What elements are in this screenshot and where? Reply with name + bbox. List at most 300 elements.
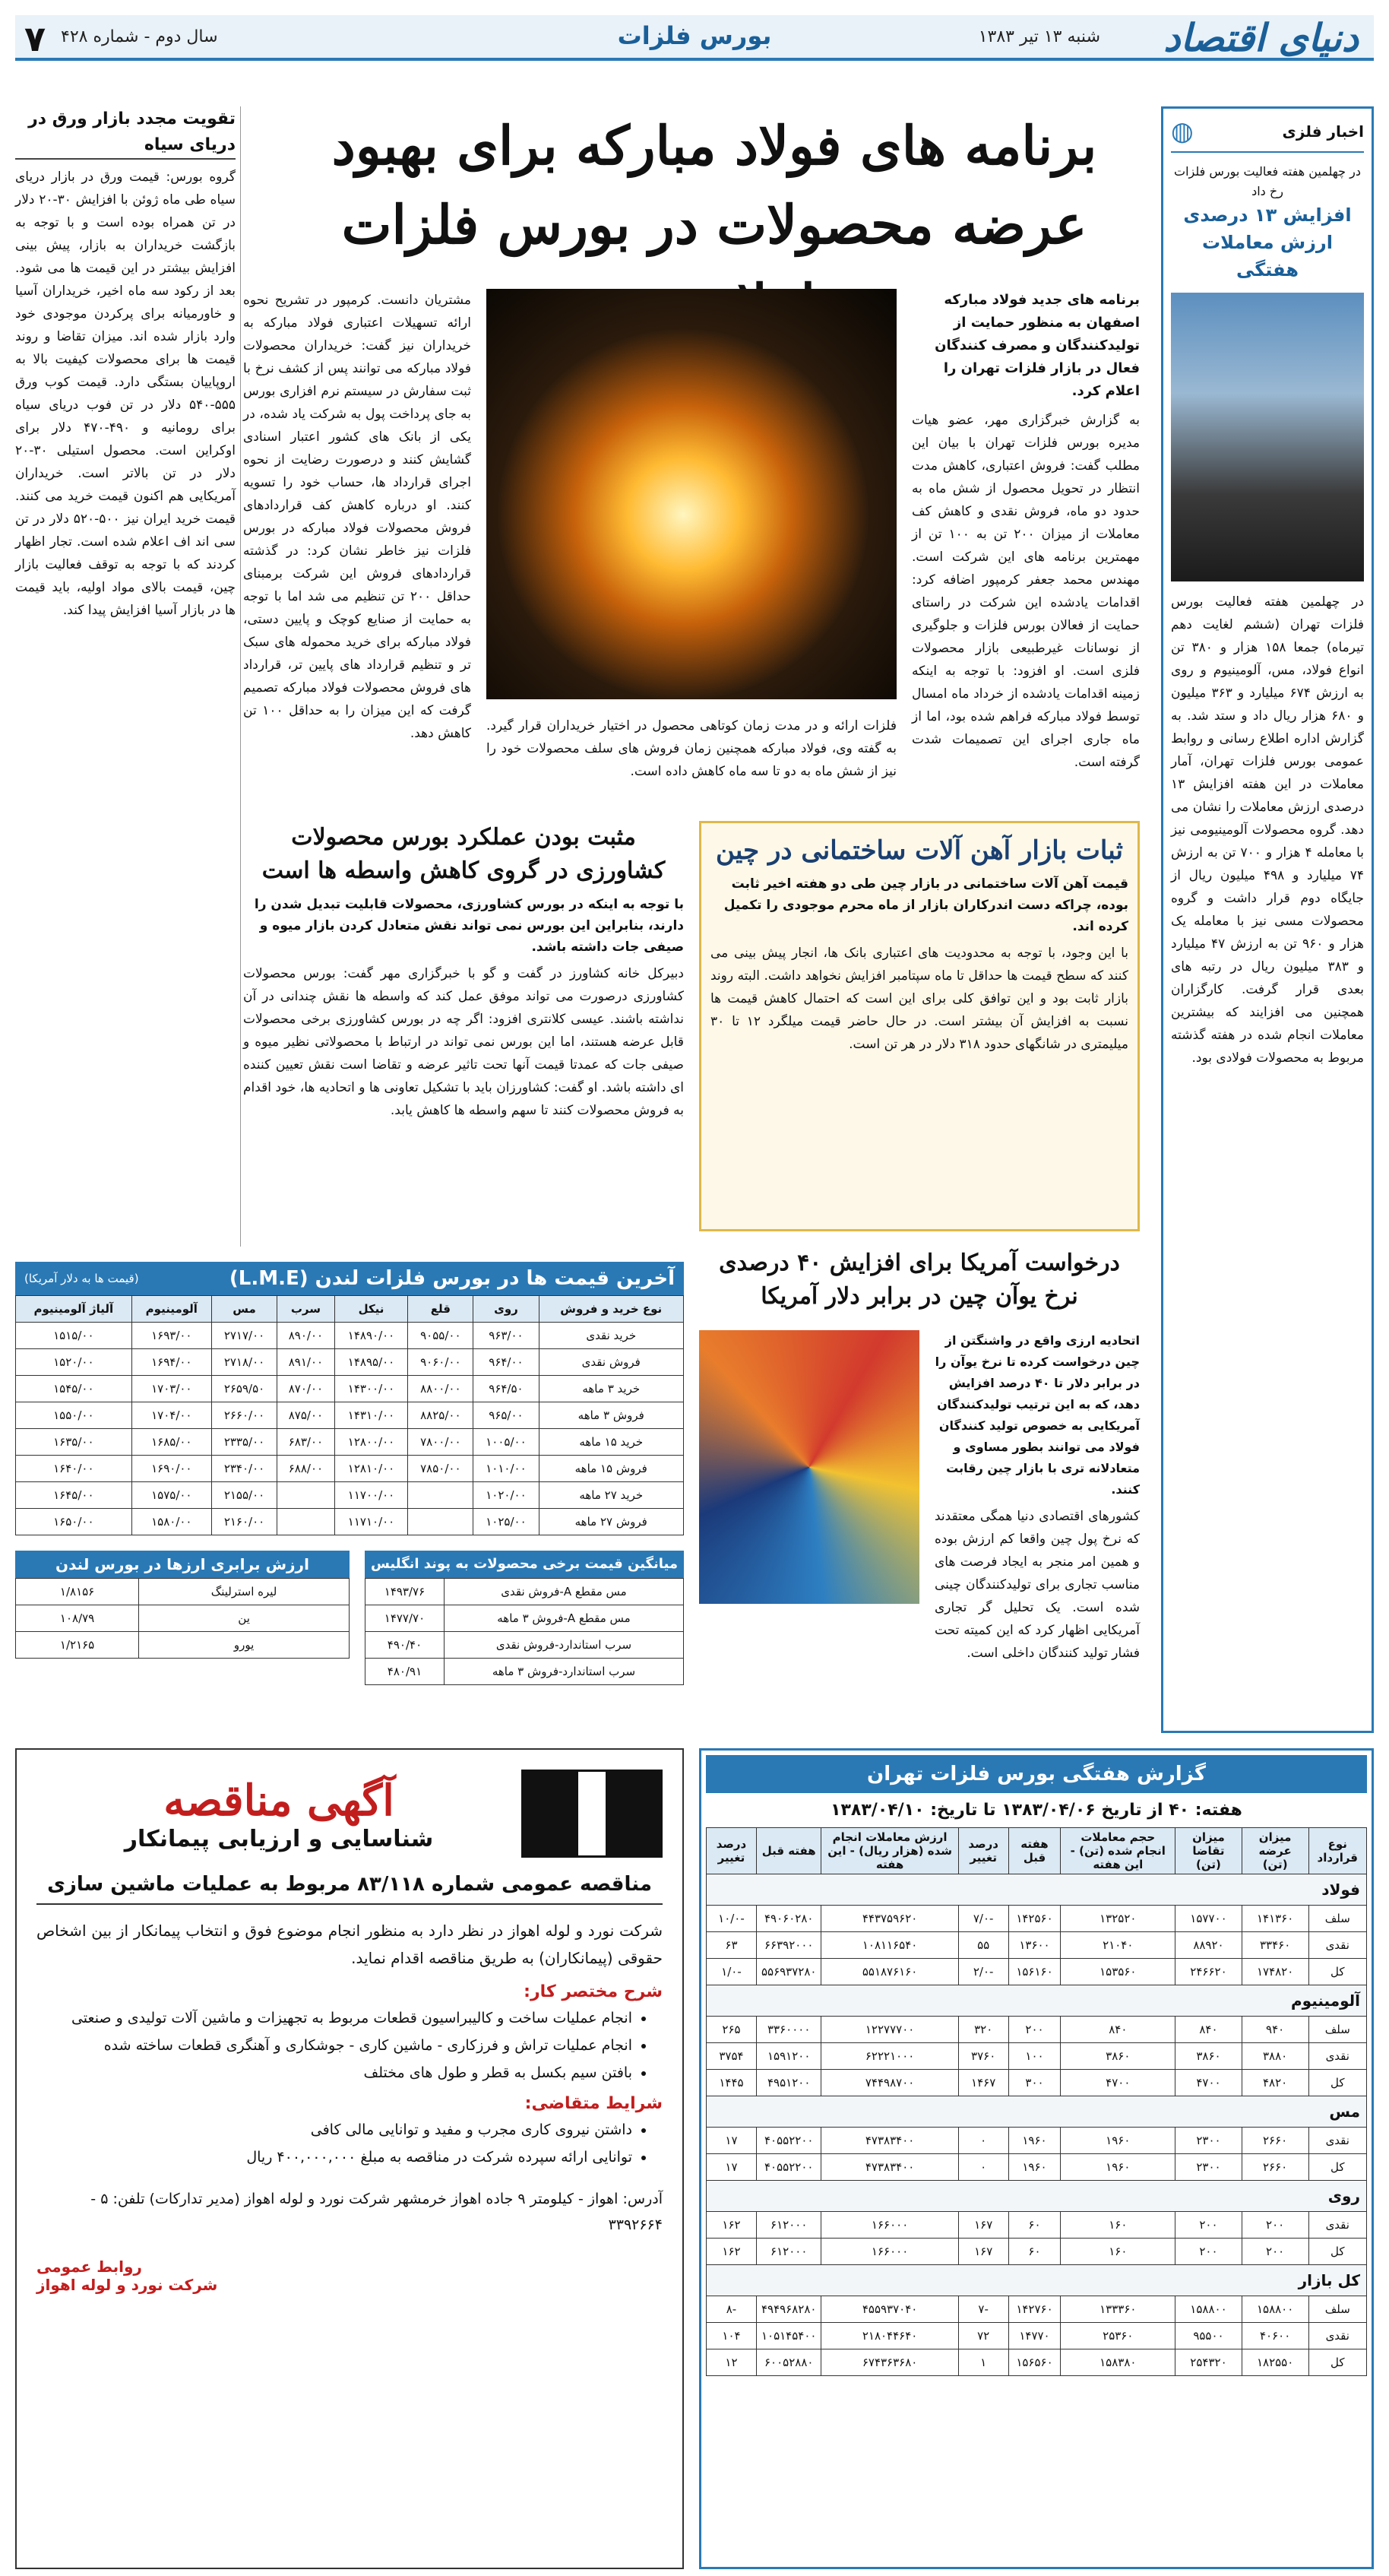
agri-title: مثبت بودن عملکرد بورس محصولات کشاورزی در گروی کاهش واسطه ها است xyxy=(261,824,666,884)
weekly-cell: ۱۰۴ xyxy=(707,2323,757,2349)
weekly-cell: ۶۷۴۳۶۳۶۸۰ xyxy=(821,2349,958,2376)
main-lead: برنامه های جدید فولاد مبارکه اصفهان به منظور حمایت از تولیدکنندگان و مصرف کنندگان فعال در بازار فلزات تهران را اعلام کرد. xyxy=(935,292,1140,399)
weekly-row xyxy=(707,2349,1367,2376)
lme-header-cell: روی xyxy=(473,1296,539,1323)
agri-article xyxy=(243,821,684,1247)
lme-header-cell: نوع خرید و فروش xyxy=(539,1296,684,1323)
lme-cell: ۱۵۵۰/۰۰ xyxy=(16,1402,132,1429)
weekly-row xyxy=(707,2043,1367,2070)
weekly-cell: ۱۵۹۱۲۰۰ xyxy=(756,2043,821,2070)
lme-cell: ۱۶۴۵/۰۰ xyxy=(16,1482,132,1509)
lme-header-cell: آلیاژ آلومینیوم xyxy=(16,1296,132,1323)
lme-cell: ۹۰۶۰/۰۰ xyxy=(408,1349,473,1376)
lme-cell: ۶۸۸/۰۰ xyxy=(277,1456,335,1482)
weekly-header-cell: درصد تغییر xyxy=(958,1828,1008,1874)
weekly-cell: ۴۹۰۶۰۲۸۰ xyxy=(756,1906,821,1932)
column-divider xyxy=(240,106,241,1247)
yuan-article xyxy=(699,1247,1140,1733)
weekly-cell: ۴۹۵۱۲۰۰ xyxy=(756,2070,821,2096)
weekly-cell: ۱۲ xyxy=(707,2349,757,2376)
weekly-cell: ۲۵۳۶۰ xyxy=(1061,2323,1175,2349)
weekly-cell: ۱۵۸۳۸۰ xyxy=(1061,2349,1175,2376)
lme-cell: ۹۶۴/۵۰ xyxy=(473,1376,539,1402)
sidebar-body: در چهلمین هفته فعالیت بورس فلزات تهران (ششم لغایت دهم تیرماه) جمعا ۱۵۸ هزار و ۳۸۰ تن انواع فولاد، مس، آلومینیوم و روی به ارزش ۶۷۴ میلیارد و ۳۶۳ میلیون و ۶۸۰ هزار ریال داد و ستد شد. به گزارش اداره اطلاع رسانی و روابط عمومی بورس فلزات تهران، آمار معاملات در این هفته افزایش ۱۳ درصدی ارزش معاملات را نشان می دهد. گروه محصولات آلومینیومی نیز با معامله ۴ هزار و ۷۰۰ تن به ارزش ۷۴ میلیارد و ۴۹۸ میلیون ریال از جایگاه دوم قرار داشت و گروه محصولات مسی نیز با معامله یک هزار و ۹۶۰ تن به ارزش ۴۷ میلیارد و ۳۸۳ میلیون ریال در رتبه های بعدی قرار گرفت. کارگزاران همچنین می افزایند که بیشترین معاملات انجام شده در هفته گذشته مربوط به محصولات فولادی بود. xyxy=(1171,594,1365,1066)
weekly-cell: ۷۴۴۹۸۷۰۰ xyxy=(821,2070,958,2096)
lme-cell: ۱۲۸۰۰/۰۰ xyxy=(334,1429,408,1456)
weekly-cell: ۰ xyxy=(958,2128,1008,2154)
avg-cell: ۴۸۰/۹۱ xyxy=(365,1659,445,1685)
lme-cell: ۱۲۸۱۰/۰۰ xyxy=(334,1456,408,1482)
weekly-cell: ۲۰۰ xyxy=(1008,2017,1061,2043)
weekly-cell: ۳۷۶۰ xyxy=(958,2043,1008,2070)
lme-cell: ۸۸۲۵/۰۰ xyxy=(408,1402,473,1429)
lme-cell: ۱۶۸۵/۰۰ xyxy=(131,1429,211,1456)
weekly-cell: ۴۴۳۷۵۹۶۲۰ xyxy=(821,1906,958,1932)
lme-cell: ۱۷۰۳/۰۰ xyxy=(131,1376,211,1402)
lme-cell: ۹۶۳/۰۰ xyxy=(473,1323,539,1349)
ad-body: شرکت نورد و لوله اهواز در نظر دارد به منظور انجام موضوع فوق و انتخاب پیمانکار از بین اشخاص حقوقی (پیمانکاران) به طریق مناقصه اقدام نماید. xyxy=(36,1922,663,1967)
ad-section-1: شرح مختصر کار: xyxy=(524,1982,663,2001)
ad-list-item: • انجام عملیات ساخت و کالیبراسیون قطعات مربوط به تجهیزات و ماشین آلات تولیدی و صنعتی xyxy=(36,2004,632,2032)
fx-cell: یورو xyxy=(139,1632,350,1659)
lme-cell: خرید نقدی xyxy=(539,1323,684,1349)
weekly-cell: ۹۴۰ xyxy=(1242,2017,1308,2043)
sidebar-kicker: در چهلمین هفته فعالیت بورس فلزات رخ داد xyxy=(1174,164,1361,198)
weekly-cell: ۶۰۰۵۲۸۸۰ xyxy=(756,2349,821,2376)
lme-cell: فروش ۱۵ ماهه xyxy=(539,1456,684,1482)
fx-row xyxy=(16,1579,350,1605)
weekly-title: گزارش هفتگی بورس فلزات تهران xyxy=(706,1755,1367,1793)
weekly-row xyxy=(707,2212,1367,2239)
weekly-cell: ۸۴۰ xyxy=(1175,2017,1242,2043)
weekly-cell: نقدی xyxy=(1308,1932,1366,1959)
lme-cell: ۱۰۲۵/۰۰ xyxy=(473,1509,539,1535)
fx-table xyxy=(15,1578,350,1659)
weekly-group-row xyxy=(707,2265,1367,2296)
lme-cell: ۹۶۵/۰۰ xyxy=(473,1402,539,1429)
sidebar-title: افزایش ۱۳ درصدی ارزش معاملات هفتگی xyxy=(1183,204,1352,280)
lme-cell: ۸۷۰/۰۰ xyxy=(277,1376,335,1402)
weekly-cell: ۵۵۶۹۳۷۲۸۰ xyxy=(756,1959,821,1985)
lme-cell: ۱۴۳۱۰/۰۰ xyxy=(334,1402,408,1429)
weekly-cell: ۱۶۰ xyxy=(1061,2212,1175,2239)
lme-cell: ۲۷۱۸/۰۰ xyxy=(211,1349,277,1376)
sidebar-label: اخبار فلزی xyxy=(1282,122,1364,141)
weekly-cell: ۱۵۶۱۶۰ xyxy=(1008,1959,1061,1985)
weekly-cell: ۶۱۲۰۰۰ xyxy=(756,2239,821,2265)
weekly-cell: ۱۹۶۰ xyxy=(1008,2154,1061,2181)
weekly-group-label: مس xyxy=(707,2096,1367,2128)
fx-table-block xyxy=(15,1551,350,1659)
ad-footer: آدرس: اهواز - کیلومتر ۹ جاده اهواز خرمشهر شرکت نورد و لوله اهواز (مدیر تدارکات) تلفن: ۵ - ۳۳۹۲۶۶۴ xyxy=(90,2191,663,2233)
weekly-cell: ۱۰۵۱۴۵۴۰۰ xyxy=(756,2323,821,2349)
lme-header-cell: قلع xyxy=(408,1296,473,1323)
ad-list-2 xyxy=(36,2116,663,2171)
left-column-body: گروه بورس: قیمت ورق در بازار دریای سیاه طی ماه ژوئن با افزایش ۳۰-۲۰ دلار در تن همراه بوده است و با توجه به بازگشت خریداران به بازار، پیش بینی افزایش بیشتر در این قیمت ها می شود. بعد از رکود سه ماه اخیر، خریداران آسیا و خاورمیانه برای پرکردن موجودی خود وارد بازار شده اند. میزان تقاضا و روند قیمت ها برای محصولات کیفیت بالا به اروپاییان بستگی دارد. قیمت کوب ورق ۵۵۵-۵۴۰ دلار در تن فوب دریای سیاه برای رومانیه و ۴۹۰-۴۷۰ دلار برای اوکراین است. محصول استیلی ۳۰-۲۰ دلار در تن بالاتر است. خریداران آمریکایی هم اکنون قیمت خرید می کنند. قیمت خرید ایران نیز ۵۰۰-۵۲۰ دلار در تن سی اند اف اعلام شده است. تجار اظهار کردند که با توجه به توقف فعالیت بازار چین، قیمت بالای مواد اولیه، باید قیمت ها در بازار آسیا افزایش پیدا کند. xyxy=(15,170,236,618)
left-column-article xyxy=(15,106,236,1247)
weekly-group-row xyxy=(707,1985,1367,2017)
weekly-cell: -۷ xyxy=(958,2296,1008,2323)
weekly-cell: ۸۴۰ xyxy=(1061,2017,1175,2043)
lme-cell: ۱۶۹۳/۰۰ xyxy=(131,1323,211,1349)
yuan-body: کشورهای اقتصادی دنیا همگی معتقدند که نرخ پول چین واقعا کم ارزش بوده و همین امر منجر به ایجاد فرصت های مناسب تجاری برای تولیدکنندگان چینی شده است. یک تحلیل گر تجاری آمریکایی اظهار کرد که این کمیته تحت فشار تولید کنندگان داخلی است. xyxy=(935,1509,1140,1661)
lme-cell: ۸۹۱/۰۰ xyxy=(277,1349,335,1376)
weekly-cell: ۶۶۳۹۲۰۰۰ xyxy=(756,1932,821,1959)
weekly-header-cell: هفته قبل xyxy=(1008,1828,1061,1874)
fx-cell: لیره استرلینگ xyxy=(139,1579,350,1605)
agri-lead: با توجه به اینکه در بورس کشاورزی، محصولات قابلیت تبدیل شدن را دارند، بنابراین این بورس نمی تواند نقش متعادل کردن بازار میوه و صیفی جات داشته باشد. xyxy=(254,897,684,955)
weekly-row xyxy=(707,2323,1367,2349)
yuan-illustration xyxy=(699,1330,919,1604)
lme-cell: ۱۰۲۰/۰۰ xyxy=(473,1482,539,1509)
yuan-title: درخواست آمریکا برای افزایش ۴۰ درصدی نرخ یوآن چین در برابر دلار آمریکا xyxy=(719,1250,1120,1310)
lme-cell xyxy=(277,1509,335,1535)
weekly-cell: ۸۸۹۲۰ xyxy=(1175,1932,1242,1959)
weekly-cell: ۲۳۰۰ xyxy=(1175,2128,1242,2154)
fx-cell: ۱/۸۱۵۶ xyxy=(16,1579,139,1605)
avg-cell: ۱۴۷۷/۷۰ xyxy=(365,1605,445,1632)
lme-header-cell: سرب xyxy=(277,1296,335,1323)
lme-cell: ۶۸۳/۰۰ xyxy=(277,1429,335,1456)
avg-cell: سرب استاندارد-فروش ۳ ماهه xyxy=(444,1659,683,1685)
lme-cell: فروش ۳ ماهه xyxy=(539,1402,684,1429)
weekly-cell: ۳۸۸۰ xyxy=(1242,2043,1308,2070)
ad-list-item: • توانایی ارائه سپرده شرکت در مناقصه به مبلغ ۴۰۰,۰۰۰,۰۰۰ ریال xyxy=(36,2143,632,2171)
weekly-cell: ۴۷۳۸۳۴۰۰ xyxy=(821,2154,958,2181)
weekly-cell: ۱۶۰ xyxy=(1061,2239,1175,2265)
lme-cell: ۱۱۷۰۰/۰۰ xyxy=(334,1482,408,1509)
weekly-cell: نقدی xyxy=(1308,2323,1366,2349)
lme-header-cell: مس xyxy=(211,1296,277,1323)
weekly-cell: ۴۵۵۹۳۷۰۴۰ xyxy=(821,2296,958,2323)
lme-cell: ۹۶۴/۰۰ xyxy=(473,1349,539,1376)
lme-table xyxy=(15,1295,684,1535)
weekly-cell: ۴۹۴۹۶۸۲۸۰ xyxy=(756,2296,821,2323)
weekly-cell: ۶۰ xyxy=(1008,2239,1061,2265)
weekly-cell: ۴۰۵۵۲۲۰۰ xyxy=(756,2128,821,2154)
lme-cell: ۱۶۳۵/۰۰ xyxy=(16,1429,132,1456)
lme-cell: ۱۶۹۰/۰۰ xyxy=(131,1456,211,1482)
lme-table-block xyxy=(15,1262,684,1543)
lme-row xyxy=(16,1482,684,1509)
metals-avg-block xyxy=(365,1551,684,1685)
lme-cell: ۱۰۰۵/۰۰ xyxy=(473,1429,539,1456)
weekly-group-label: روی xyxy=(707,2181,1367,2212)
lme-cell: خرید ۲۷ ماهه xyxy=(539,1482,684,1509)
lme-cell: ۱۶۴۰/۰۰ xyxy=(16,1456,132,1482)
china-steel-box xyxy=(699,821,1140,1231)
weekly-cell: ۶۱۲۰۰۰ xyxy=(756,2212,821,2239)
lme-cell: ۸۸۰۰/۰۰ xyxy=(408,1376,473,1402)
lme-cell xyxy=(277,1482,335,1509)
weekly-cell: -۸ xyxy=(707,2296,757,2323)
lme-cell: ۱۵۲۰/۰۰ xyxy=(16,1349,132,1376)
weekly-cell: ۷۲ xyxy=(958,2323,1008,2349)
weekly-report xyxy=(699,1748,1374,2569)
weekly-cell: ۱۵۶۵۶۰ xyxy=(1008,2349,1061,2376)
lme-cell: ۷۸۰۰/۰۰ xyxy=(408,1429,473,1456)
avg-cell: مس مقطع A-فروش نقدی xyxy=(444,1579,683,1605)
lme-cell: خرید ۳ ماهه xyxy=(539,1376,684,1402)
weekly-cell: نقدی xyxy=(1308,2043,1366,2070)
lme-unit: (قیمت ها به دلار آمریکا) xyxy=(24,1272,139,1285)
ad-subtitle: شناسایی و ارزیابی پیمانکار xyxy=(124,1825,434,1852)
weekly-cell: ۲۳۰۰ xyxy=(1175,2154,1242,2181)
weekly-cell: ۶۲۲۲۱۰۰۰ xyxy=(821,2043,958,2070)
issue-number: سال دوم - شماره ۴۲۸ xyxy=(61,27,218,46)
lme-cell: ۱۵۷۵/۰۰ xyxy=(131,1482,211,1509)
metals-avg-title: میانگین قیمت برخی محصولات به پوند انگلیس xyxy=(365,1551,684,1578)
left-column-title: تقویت مجدد بازار ورق در دریای سیاه xyxy=(15,106,236,160)
weekly-cell: ۳۳۴۶۰ xyxy=(1242,1932,1308,1959)
fx-title: ارزش برابری ارزها در بورس لندن xyxy=(15,1551,350,1578)
china-steel-title: ثبات بازار آهن آلات ساختمانی در چین xyxy=(716,835,1123,866)
weekly-cell: ۱۶۷ xyxy=(958,2212,1008,2239)
lme-cell: ۲۱۶۰/۰۰ xyxy=(211,1509,277,1535)
weekly-cell: ۱۴۴۵ xyxy=(707,2070,757,2096)
weekly-cell: ۱۹۶۰ xyxy=(1061,2154,1175,2181)
weekly-cell: ۱۴۲۷۶۰ xyxy=(1008,2296,1061,2323)
weekly-cell: ۱۴۲۵۶۰ xyxy=(1008,1906,1061,1932)
weekly-cell: کل xyxy=(1308,1959,1366,1985)
lme-cell: ۲۶۵۹/۵۰ xyxy=(211,1376,277,1402)
lme-cell: ۲۳۳۵/۰۰ xyxy=(211,1429,277,1456)
agri-body: دبیرکل خانه کشاورز در گفت و گو با خبرگزاری مهر گفت: بورس محصولات کشاورزی درصورت می تواند موفق عمل کند که واسطه ها نقش چندانی در آن نداشته باشند. عیسی کلانتری افزود: اگر چه در بورس کشاورزی برخی محصولات قابل عرضه هستند، اما این بورس نمی تواند در ارتباط با محصولاتی نظیر میوه و صیفی جات که عمدتا قیمت آنها تحت تاثیر عرضه و تقاضا است نقش تعیین کننده ای داشته باشد. او گفت: کشاورزان باید با تشکیل تعاونی ها و اتحادیه ها، خود اقدام به فروش محصولات کنند تا سهم واسطه ها کاهش یابد. xyxy=(243,966,684,1118)
weekly-cell: ۱۶۶۰۰۰ xyxy=(821,2212,958,2239)
main-headline: برنامه های فولاد مبارکه برای بهبود عرضه محصولات در بورس فلزات xyxy=(331,114,1097,256)
yuan-lead: اتحادیه ارزی واقع در واشنگتن از چین درخواست کرده تا نرخ یوآن را در برابر دلار تا ۴۰ درصد افزایش دهد، که به این ترتیب تولیدکنندگان آمریکایی به خصوص تولید کنندگان فولاد می توانند بطور مساوی و متعادلانه تری با بازار چین رقابت کنند. xyxy=(935,1333,1140,1497)
weekly-group-label: فولاد xyxy=(707,1874,1367,1906)
lme-cell: ۱۴۸۹۵/۰۰ xyxy=(334,1349,408,1376)
lme-row xyxy=(16,1376,684,1402)
weekly-cell: ۱۶۷ xyxy=(958,2239,1008,2265)
weekly-cell: ۱۶۲ xyxy=(707,2212,757,2239)
weekly-cell: ۳۷۵۴ xyxy=(707,2043,757,2070)
lme-cell: ۱۴۳۰۰/۰۰ xyxy=(334,1376,408,1402)
weekly-cell: ۲۶۵ xyxy=(707,2017,757,2043)
lme-cell: ۱۱۷۱۰/۰۰ xyxy=(334,1509,408,1535)
sidebar-photo xyxy=(1171,293,1364,581)
weekly-row xyxy=(707,2154,1367,2181)
main-photo-steel-sparks xyxy=(486,289,897,699)
weekly-cell: نقدی xyxy=(1308,2212,1366,2239)
lme-cell: فروش نقدی xyxy=(539,1349,684,1376)
avg-row xyxy=(365,1605,684,1632)
weekly-subtitle: هفته: ۴۰ از تاریخ ۱۳۸۳/۰۴/۰۶ تا تاریخ: ۱۳۸۳/۰۴/۱۰ xyxy=(831,1801,1242,1820)
china-steel-body: با این وجود، با توجه به محدودیت های اعتباری بانک ها، انجار پیش بینی می کنند که سطح قیمت ها حداقل تا ماه سپتامبر افزایش نخواهد داشت. البته روند بازار ثابت بود و این توافق کلی برای این است که احتمال کاهش قیمت ها نسبت به افزایش آن بیشتر است. در حال حاضر قیمت میلگرد ۱۲ تا ۳۰ میلیمتری در شانگهای حدود ۳۱۸ دلار در هر تن است. xyxy=(710,946,1128,1052)
weekly-cell: ۱۰۸۱۱۶۵۴۰ xyxy=(821,1932,958,1959)
main-col-1: به گزارش خبرگزاری مهر، عضو هیات مدیره بورس فلزات تهران با بیان این مطلب گفت: فروش اعتباری، کاهش مدت انتظار در تحویل محصول از شش ماه به حدود دو ماه، فروش نقدی و کاهش کف معاملات از میزان ۲۰۰ تن به ۱۰۰ تن از مهمترین برنامه های این شرکت است. مهندس محمد جعفر کرمپور اضافه کرد: اقدامات یادشده این شرکت در راستای حمایت از فعالان بورس فلزات و جلوگیری از نوسانات غیرطبیعی بازار محصولات فلزی است. او افزود: با توجه به اینکه زمینه اقدامات یادشده از خرداد ماه امسال توسط فولاد مبارکه فراهم شده بود، اما از ماه جاری اجرای این تصمیمات شدت گرفته است. xyxy=(912,413,1140,770)
weekly-cell: ۱۲۲۷۷۷۰۰ xyxy=(821,2017,958,2043)
company-logo-icon xyxy=(521,1770,663,1858)
weekly-cell: ۲۵۴۳۲۰ xyxy=(1175,2349,1242,2376)
ad-list-1 xyxy=(36,2004,663,2086)
lme-cell xyxy=(408,1482,473,1509)
weekly-group-row xyxy=(707,2181,1367,2212)
weekly-cell: ۶۳ xyxy=(707,1932,757,1959)
lme-row xyxy=(16,1429,684,1456)
weekly-cell: ۳۸۶۰ xyxy=(1175,2043,1242,2070)
weekly-cell: ۹۵۵۰۰ xyxy=(1175,2323,1242,2349)
weekly-row xyxy=(707,2017,1367,2043)
fx-row xyxy=(16,1605,350,1632)
weekly-cell: ۴۷۳۸۳۴۰۰ xyxy=(821,2128,958,2154)
ad-list-item: • داشتن نیروی کاری مجرب و مفید و توانایی مالی کافی xyxy=(36,2116,632,2143)
weekly-cell: کل xyxy=(1308,2239,1366,2265)
ad-list-item: • انجام عملیات تراش و فرزکاری - ماشین کاری - جوشکاری و آهنگری قطعات ساخته شده xyxy=(36,2032,632,2059)
weekly-header-cell: درصد تغییر xyxy=(707,1828,757,1874)
metals-avg-table xyxy=(365,1578,684,1685)
fx-cell: ۱/۲۱۶۵ xyxy=(16,1632,139,1659)
weekly-cell: سلف xyxy=(1308,2017,1366,2043)
weekly-group-row xyxy=(707,1874,1367,1906)
weekly-cell: ۲۶۶۰ xyxy=(1242,2154,1308,2181)
lme-cell: ۸۹۰/۰۰ xyxy=(277,1323,335,1349)
weekly-cell: ۲۱۰۴۰ xyxy=(1061,1932,1175,1959)
lme-header-cell: آلومینیوم xyxy=(131,1296,211,1323)
lme-row xyxy=(16,1323,684,1349)
lme-cell: ۲۶۶۰/۰۰ xyxy=(211,1402,277,1429)
lme-cell: ۲۱۵۵/۰۰ xyxy=(211,1482,277,1509)
weekly-cell: ۱۴۶۷ xyxy=(958,2070,1008,2096)
weekly-cell: ۲۰۰ xyxy=(1242,2212,1308,2239)
weekly-cell: کل xyxy=(1308,2349,1366,2376)
weekly-cell: ۱۳۶۰۰ xyxy=(1008,1932,1061,1959)
weekly-cell: ۱۵۳۵۶۰ xyxy=(1061,1959,1175,1985)
weekly-cell: ۲۰۰ xyxy=(1175,2212,1242,2239)
weekly-cell: ۳۳۶۰۰۰۰ xyxy=(756,2017,821,2043)
weekly-header-cell: هفته قبل xyxy=(756,1828,821,1874)
main-col-2: مشتریان دانست. کرمپور در تشریح نحوه ارائه تسهیلات اعتباری فولاد مبارکه به خریداران نیز گفت: خریداران محصولات فولاد مبارکه می توانند پس از کشف نرخ با ثبت سفارش در سیستم نرم افزاری بورس به جای پرداخت پول به شرکت یاد شده، در یکی از بانک های کشور اعتبار اسنادی گشایش کنند و درصورت رضایت از نحوه اجرای قرارداد ها، حساب خود را تسویه کنند. او درباره کاهش کف قراردادهای فروش محصولات فولاد مبارکه در بورس فلزات نیز خاطر نشان کرد: در گذشته قراردادهای فروش این شرکت برمبنای حداقل ۲۰۰ تن تنظیم می شد اما با توجه به حمایت از صنایع کوچک و پایین دستی، فولاد مبارکه برای خرید محموله های سبک تر و تنظیم قرارداد های پایین تر، قرارداد های فروش محصولات فولاد مبارکه تصمیم گرفت که این میزان را به حداقل ۱۰۰ تن کاهش دهد. xyxy=(243,293,472,741)
china-steel-lead: قیمت آهن آلات ساختمانی در بازار چین طی دو هفته اخیر ثابت بوده، چراکه دست اندرکاران بازار از ماه محرم موجودی را تکمیل کرده اند. xyxy=(723,876,1128,934)
lme-cell: فروش ۲۷ ماهه xyxy=(539,1509,684,1535)
weekly-cell: ۱۶۶۰۰۰ xyxy=(821,2239,958,2265)
avg-row xyxy=(365,1632,684,1659)
weekly-header-cell: میزان عرضه (تن) xyxy=(1242,1828,1308,1874)
weekly-cell: ۱۵۸۸۰۰ xyxy=(1242,2296,1308,2323)
weekly-header-cell: ارزش معاملات انجام شده (هزار ریال) - این هفته xyxy=(821,1828,958,1874)
weekly-header-cell: میزان تقاضا (تن) xyxy=(1175,1828,1242,1874)
lme-cell: ۲۷۱۷/۰۰ xyxy=(211,1323,277,1349)
avg-row xyxy=(365,1579,684,1605)
globe-icon: ◍ xyxy=(1171,116,1194,147)
weekly-cell: نقدی xyxy=(1308,2128,1366,2154)
weekly-cell: کل xyxy=(1308,2070,1366,2096)
weekly-cell: ۲۴۶۶۲۰ xyxy=(1175,1959,1242,1985)
weekly-row xyxy=(707,2128,1367,2154)
ad-list-item: • بافتن سیم بکسل به قطر و طول های مختلف xyxy=(36,2059,632,2086)
avg-row xyxy=(365,1659,684,1685)
lme-header-cell: نیکل xyxy=(334,1296,408,1323)
weekly-row xyxy=(707,2239,1367,2265)
weekly-cell: ۴۰۵۵۲۲۰۰ xyxy=(756,2154,821,2181)
weekly-cell: ۱۳۲۵۲۰ xyxy=(1061,1906,1175,1932)
weekly-cell: ۱۵۷۷۰۰ xyxy=(1175,1906,1242,1932)
lme-cell: ۱۰۱۰/۰۰ xyxy=(473,1456,539,1482)
lme-cell xyxy=(408,1509,473,1535)
issue-date: شنبه ۱۳ تیر ۱۳۸۳ xyxy=(978,27,1100,46)
ad-line: مناقصه عمومی شماره ۸۳/۱۱۸ مربوط به عملیات ماشین سازی xyxy=(36,1873,663,1905)
lme-row xyxy=(16,1402,684,1429)
main-article xyxy=(243,289,1140,813)
weekly-cell: ۱۶۲ xyxy=(707,2239,757,2265)
weekly-cell: ۴۷۰۰ xyxy=(1175,2070,1242,2096)
weekly-group-row xyxy=(707,2096,1367,2128)
weekly-cell: ۱۴۱۳۶۰ xyxy=(1242,1906,1308,1932)
lme-cell: ۱۶۵۰/۰۰ xyxy=(16,1509,132,1535)
ad-section-2: شرایط متقاضی: xyxy=(524,2094,663,2113)
lme-cell: ۲۳۴۰/۰۰ xyxy=(211,1456,277,1482)
weekly-cell: سلف xyxy=(1308,2296,1366,2323)
weekly-cell: ۰ xyxy=(958,2154,1008,2181)
weekly-cell: سلف xyxy=(1308,1906,1366,1932)
weekly-table xyxy=(706,1827,1367,2376)
lme-cell: ۸۷۵/۰۰ xyxy=(277,1402,335,1429)
lme-row xyxy=(16,1349,684,1376)
weekly-cell: -۲/۰ xyxy=(958,1959,1008,1985)
fx-cell: ین xyxy=(139,1605,350,1632)
avg-cell: سرب استاندارد-فروش نقدی xyxy=(444,1632,683,1659)
weekly-group-label: کل بازار xyxy=(707,2265,1367,2296)
weekly-cell: ۴۷۰۰ xyxy=(1061,2070,1175,2096)
weekly-group-label: آلومینیوم xyxy=(707,1985,1367,2017)
tender-advertisement xyxy=(15,1748,684,2569)
avg-cell: ۱۴۹۳/۷۶ xyxy=(365,1579,445,1605)
ad-title: آگهی مناقصه xyxy=(163,1775,394,1826)
weekly-cell: ۳۸۶۰ xyxy=(1061,2043,1175,2070)
ad-sign-2: شرکت نورد و لوله اهواز xyxy=(36,2276,218,2294)
weekly-cell: ۶۰ xyxy=(1008,2212,1061,2239)
avg-cell: ۴۹۰/۴۰ xyxy=(365,1632,445,1659)
section-title: بورس فلزات xyxy=(617,21,772,50)
weekly-cell: ۱۹۶۰ xyxy=(1008,2128,1061,2154)
fx-cell: ۱۰۸/۷۹ xyxy=(16,1605,139,1632)
weekly-cell: ۵۵ xyxy=(958,1932,1008,1959)
lme-title: آخرین قیمت ها در بورس فلزات لندن (L.M.E) xyxy=(229,1267,675,1290)
weekly-cell: ۱۹۶۰ xyxy=(1061,2128,1175,2154)
weekly-cell: -۱/۰ xyxy=(707,1959,757,1985)
weekly-cell: ۴۸۲۰ xyxy=(1242,2070,1308,2096)
weekly-row xyxy=(707,1906,1367,1932)
weekly-row xyxy=(707,1932,1367,1959)
weekly-cell: ۲۰۰ xyxy=(1242,2239,1308,2265)
weekly-header-cell: نوع قرارداد xyxy=(1308,1828,1366,1874)
lme-cell: ۹۰۵۵/۰۰ xyxy=(408,1323,473,1349)
main-col-3: فلزات ارائه و در مدت زمان کوتاهی محصول در اختیار خریداران قرار گیرد. به گفته وی، فولاد مبارکه همچنین زمان فروش های سلف محصولات خود را نیز از شش ماه به دو تا سه ماه کاهش داده است. xyxy=(486,718,897,779)
weekly-cell: ۳۰۰ xyxy=(1008,2070,1061,2096)
weekly-cell: ۱ xyxy=(958,2349,1008,2376)
weekly-cell: ۱۰۰ xyxy=(1008,2043,1061,2070)
weekly-row xyxy=(707,2070,1367,2096)
lme-cell: ۱۵۴۵/۰۰ xyxy=(16,1376,132,1402)
weekly-cell: -۱۰/۰ xyxy=(707,1906,757,1932)
lme-cell: ۱۶۹۴/۰۰ xyxy=(131,1349,211,1376)
weekly-cell: ۱۳۳۳۶۰ xyxy=(1061,2296,1175,2323)
weekly-cell: ۲۶۶۰ xyxy=(1242,2128,1308,2154)
weekly-cell: ۲۰۰ xyxy=(1175,2239,1242,2265)
ad-sign-1: روابط عمومی xyxy=(36,2258,142,2276)
weekly-cell: ۱۴۷۷۰ xyxy=(1008,2323,1061,2349)
weekly-cell: ۵۵۱۸۷۶۱۶۰ xyxy=(821,1959,958,1985)
lme-cell: ۱۴۸۹۰/۰۰ xyxy=(334,1323,408,1349)
weekly-cell: ۲۱۸۰۴۴۶۴۰ xyxy=(821,2323,958,2349)
lme-cell: ۱۵۱۵/۰۰ xyxy=(16,1323,132,1349)
lme-cell: ۷۸۵۰/۰۰ xyxy=(408,1456,473,1482)
weekly-cell: کل xyxy=(1308,2154,1366,2181)
avg-cell: مس مقطع A-فروش ۳ ماهه xyxy=(444,1605,683,1632)
lme-row xyxy=(16,1509,684,1535)
weekly-cell: ۱۷ xyxy=(707,2128,757,2154)
